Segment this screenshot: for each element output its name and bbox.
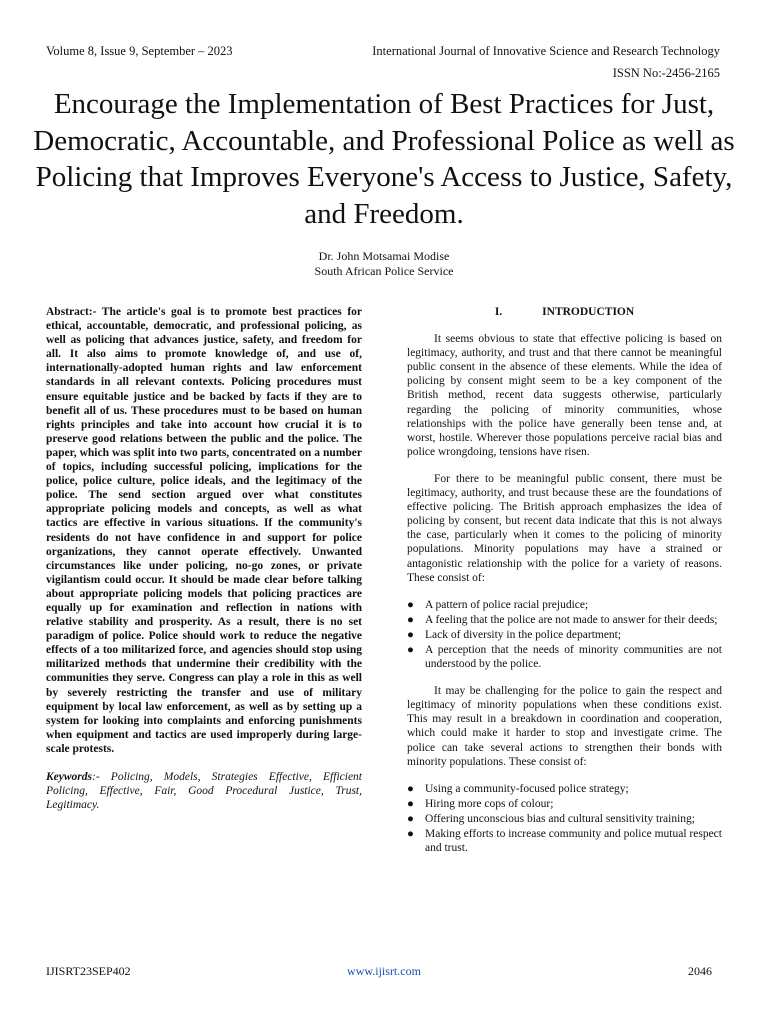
author-affiliation: South African Police Service (314, 264, 454, 278)
bullet-icon: ● (407, 643, 414, 656)
list-item (407, 782, 722, 796)
section-heading (407, 305, 722, 319)
left-column (46, 305, 362, 812)
keywords-label: Keywords (46, 771, 92, 783)
footer-page-number: 2046 (688, 964, 712, 978)
bullet-icon: ● (407, 782, 414, 795)
list-item (407, 827, 722, 855)
list-item (407, 812, 722, 826)
keywords (46, 770, 362, 812)
paper-title: Encourage the Implementation of Best Practices for Just, Democratic, Accountable, and Professional Police as well as Policing that Improves Everyone's Access to Justice, Safety, and Freedom. (33, 88, 735, 230)
list-item (407, 613, 722, 627)
intro-paragraph-3: It may be challenging for the police to gain the respect and legitimacy of minority populations when these conditions exist. This may result in a breakdown in coordination and cooperation, which could make it harder to stop and investigate crime. The police can take several actions to strengthen their bonds with minority populations. These consist of: (407, 685, 722, 768)
list-item (407, 628, 722, 642)
right-column (407, 305, 722, 868)
intro-paragraph-1: It seems obvious to state that effective policing is based on legitimacy, authority, and trust and that there cannot be meaningful public consent in the absence of these elements. While the idea of policing by consent might seem to be a key component of the British method, recent data suggests otherwise, particularly regarding the policing of minority communities, whose relationships with the police have generally been tense and, at worst, hostile. Wherever those populations perceive racial bias and police wrongdoing, tensions have risen. (407, 333, 722, 458)
header-journal: International Journal of Innovative Science and Research Technology (372, 44, 720, 58)
intro-paragraph-2: For there to be meaningful public consent, there must be legitimacy, authority, and trust because these are the foundations of effective policing. The British approach emphasizes the idea of policing by consent, but recent data indicate that this is not always the case, particularly when it comes to the policing of minority populations. Minority populations may have a strained or antagonistic relationship with the police for a variety of reasons. These consist of: (407, 472, 722, 584)
list-item-text: Hiring more cops of colour; (425, 797, 554, 810)
abstract: Abstract:- The article's goal is to promote best practices for ethical, accountable, democratic, and professional policing, as well as policing that advances justice, safety, and freedom for all. It also aims to promote knowledge of, and use of, internationally-adopted human rights and law enforcement standards in all relevant contexts. Policing procedures must ensure equitable justice and be backed by facts if they are to benefit all of us. These procedures must to be based on human rights principles and take into account how crucial it is to preserve good relations between the public and the police. The paper, which was split into two parts, concentrated on a number of topics, including successful policing, implications for the police, police culture, police ideals, and the legitimacy of the police. The send section argued over what constitutes appropriate policing models and concepts, as well as what tactics are effective in various situations. If the community's residents do not have confidence in and support for police organizations, they cannot operate effectively. Unwanted circumstances like under policing, no-go zones, or private vigilantism could occur. It should be made clear before talking about appropriate policing models that policing practices are equally up for examination and reflection in nations with relative stability and prosperity. As a result, there is no set paradigm of police. Police should work to reduce the negative effects of a too militarized force, and agencies should stop using militarized methods that undermine their credibility with the communities they serve. Congress can play a role in this as well by severely restricting the transfer and use of military equipment by local law enforcement, as well as by setting up a system for looking into complaints and enforcing punishments when equipment and tactics are used improperly during large-scale protests. (46, 306, 362, 755)
list-item (407, 598, 722, 612)
bullet-icon: ● (407, 812, 414, 825)
actions-list (407, 782, 722, 855)
list-item (407, 643, 722, 671)
section-number: I. (494, 306, 503, 318)
list-item-text: A pattern of police racial prejudice; (425, 598, 589, 611)
keywords-text: :- Policing, Models, Strategies Effective, Efficient Policing, Effective, Fair, Good Procedural Justice, Trust, Legitimacy. (46, 771, 362, 812)
list-item-text: A perception that the needs of minority communities are not understood by the police. (425, 643, 722, 671)
bullet-icon: ● (407, 828, 414, 840)
list-item (407, 797, 722, 811)
section-title: INTRODUCTION (542, 306, 635, 318)
list-item-text: Making efforts to increase community and police mutual respect and trust. (425, 828, 722, 855)
list-item-text: Using a community-focused police strategy; (425, 782, 629, 795)
footer-code: IJISRT23SEP402 (46, 964, 131, 978)
reasons-list (407, 598, 722, 671)
author-name: Dr. John Motsamai Modise (318, 249, 450, 263)
footer-website-link[interactable]: www.ijisrt.com (347, 964, 421, 978)
bullet-icon: ● (407, 797, 414, 810)
list-item-text: A feeling that the police are not made to answer for their deeds; (425, 613, 718, 626)
bullet-icon: ● (407, 598, 414, 611)
list-item-text: Offering unconscious bias and cultural sensitivity training; (425, 812, 695, 825)
bullet-icon: ● (407, 628, 414, 641)
bullet-icon: ● (407, 613, 414, 626)
header-volume: Volume 8, Issue 9, September – 2023 (46, 44, 233, 58)
author-block (0, 249, 768, 279)
list-item-text: Lack of diversity in the police department; (425, 628, 622, 641)
header-issn: ISSN No:-2456-2165 (612, 66, 720, 80)
